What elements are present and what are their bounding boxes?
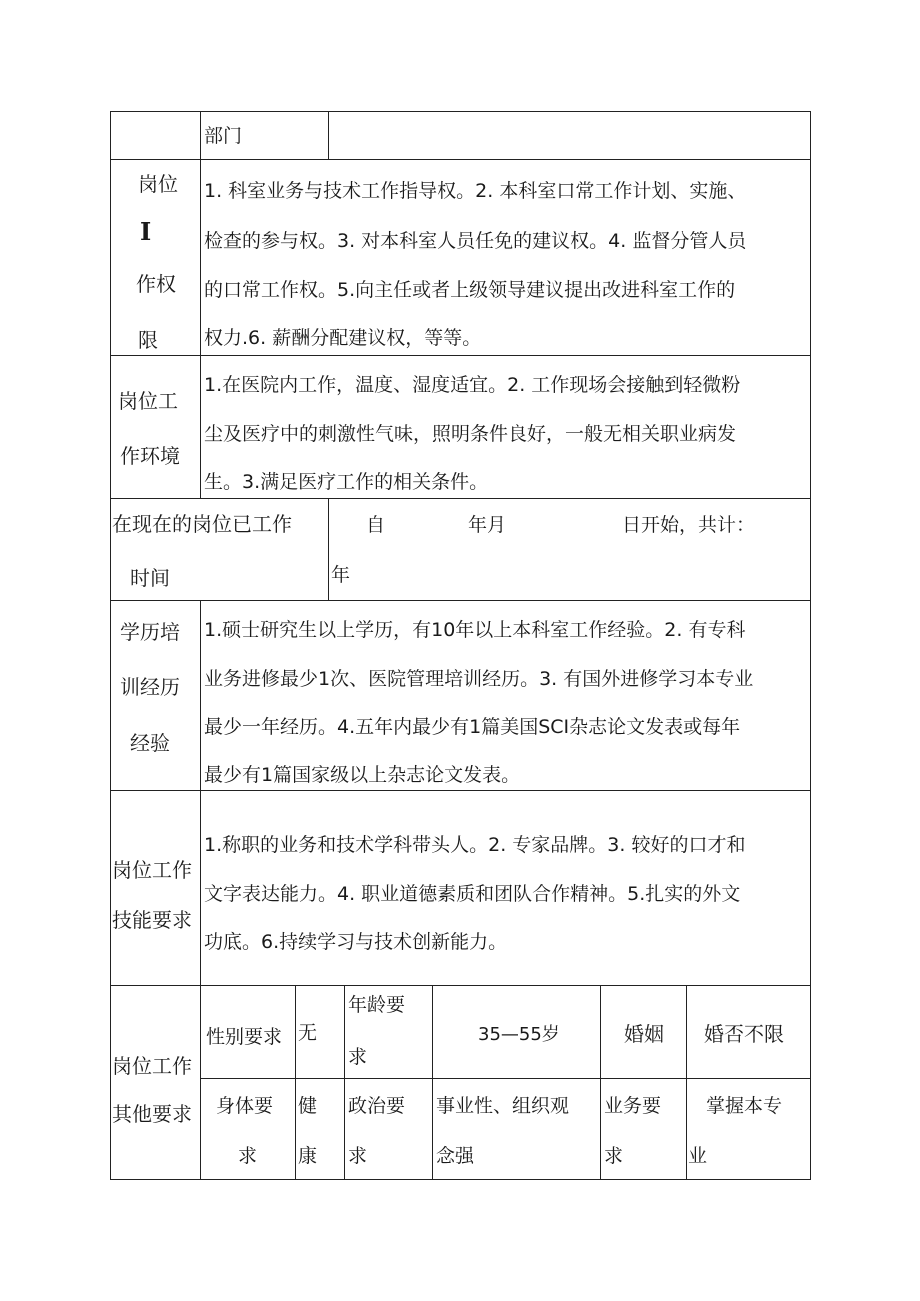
age-label-1: 年龄要 <box>348 994 406 1016</box>
environment-label-2: 作环境 <box>120 444 180 468</box>
skills-line: 1.称职的业务和技术学科带头人。2. 专家品牌。3. 较好的口才和 <box>204 834 746 856</box>
authority-label-3: 作权 <box>136 272 176 296</box>
education-line: 1.硕士研究生以上学历，有10年以上本科室工作经验。2. 有专科 <box>204 619 746 641</box>
environment-line: 1.在医院内工作，温度、湿度适宜。2. 工作现场会接触到轻微粉 <box>204 374 741 396</box>
marriage-label: 婚姻 <box>624 1022 664 1046</box>
authority-label-1: 岗位 <box>138 172 178 196</box>
authority-label-2: I <box>140 217 152 246</box>
authority-label-4: 限 <box>138 328 158 352</box>
politics-label-1: 政治要 <box>348 1095 406 1117</box>
tenure-label-2: 时间 <box>130 566 170 590</box>
skills-label-2: 技能要求 <box>112 908 192 932</box>
gender-label: 性别要求 <box>206 1026 283 1048</box>
business-label-1: 业务要 <box>604 1095 662 1117</box>
body-label-2: 求 <box>238 1145 258 1167</box>
gender-value: 无 <box>298 1022 318 1044</box>
authority-line: 1. 科室业务与技术工作指导权。2. 本科室口常工作计划、实施、 <box>204 180 747 202</box>
authority-line: 的口常工作权。5.向主任或者上级领导建议提出改进科室工作的 <box>204 279 736 301</box>
authority-line: 权力.6. 薪酬分配建议权，等等。 <box>204 327 482 349</box>
body-label-1: 身体要 <box>216 1095 274 1117</box>
education-label-2: 训经历 <box>120 675 180 699</box>
education-line: 最少有1篇国家级以上杂志论文发表。 <box>204 764 521 786</box>
body-value-1: 健 <box>298 1095 318 1117</box>
dept-label: 部门 <box>204 125 243 147</box>
tenure-from: 自 <box>366 514 386 536</box>
tenure-year-month: 年月 <box>468 514 507 536</box>
politics-label-2: 求 <box>348 1145 368 1167</box>
environment-line: 尘及医疗中的刺激性气味，照明条件良好，一般无相关职业病发 <box>204 423 737 445</box>
education-label-3: 经验 <box>130 731 170 755</box>
body-value-2: 康 <box>298 1145 318 1167</box>
other-label-1: 岗位工作 <box>112 1054 192 1078</box>
environment-line: 生。3.满足医疗工作的相关条件。 <box>204 471 489 493</box>
business-value-2: 业 <box>688 1145 708 1167</box>
environment-label-1: 岗位工 <box>118 389 178 413</box>
education-label-1: 学历培 <box>120 620 180 644</box>
politics-value-1: 事业性、组织观 <box>436 1095 570 1117</box>
skills-line: 功底。6.持续学习与技术创新能力。 <box>204 931 508 953</box>
authority-line: 检查的参与权。3. 对本科室人员任免的建议权。4. 监督分管人员 <box>204 230 747 252</box>
business-value-1: 掌握本专 <box>706 1095 783 1117</box>
marriage-value: 婚否不限 <box>704 1022 784 1046</box>
age-value: 35—55岁 <box>478 1024 560 1045</box>
education-line: 最少一年经历。4.五年内最少有1篇美国SCI杂志论文发表或每年 <box>204 716 741 738</box>
age-label-2: 求 <box>348 1046 368 1068</box>
skills-line: 文字表达能力。4. 职业道德素质和团队合作精神。5.扎实的外文 <box>204 883 741 905</box>
politics-value-2: 念强 <box>436 1145 475 1167</box>
tenure-day-total: 日开始，共计： <box>622 514 756 536</box>
tenure-year: 年 <box>331 564 351 586</box>
tenure-label-1: 在现在的岗位已工作 <box>112 512 292 536</box>
business-label-2: 求 <box>604 1145 624 1167</box>
other-label-2: 其他要求 <box>112 1102 192 1126</box>
education-line: 业务进修最少1次、医院管理培训经历。3. 有国外进修学习本专业 <box>204 668 754 690</box>
skills-label-1: 岗位工作 <box>112 858 192 882</box>
